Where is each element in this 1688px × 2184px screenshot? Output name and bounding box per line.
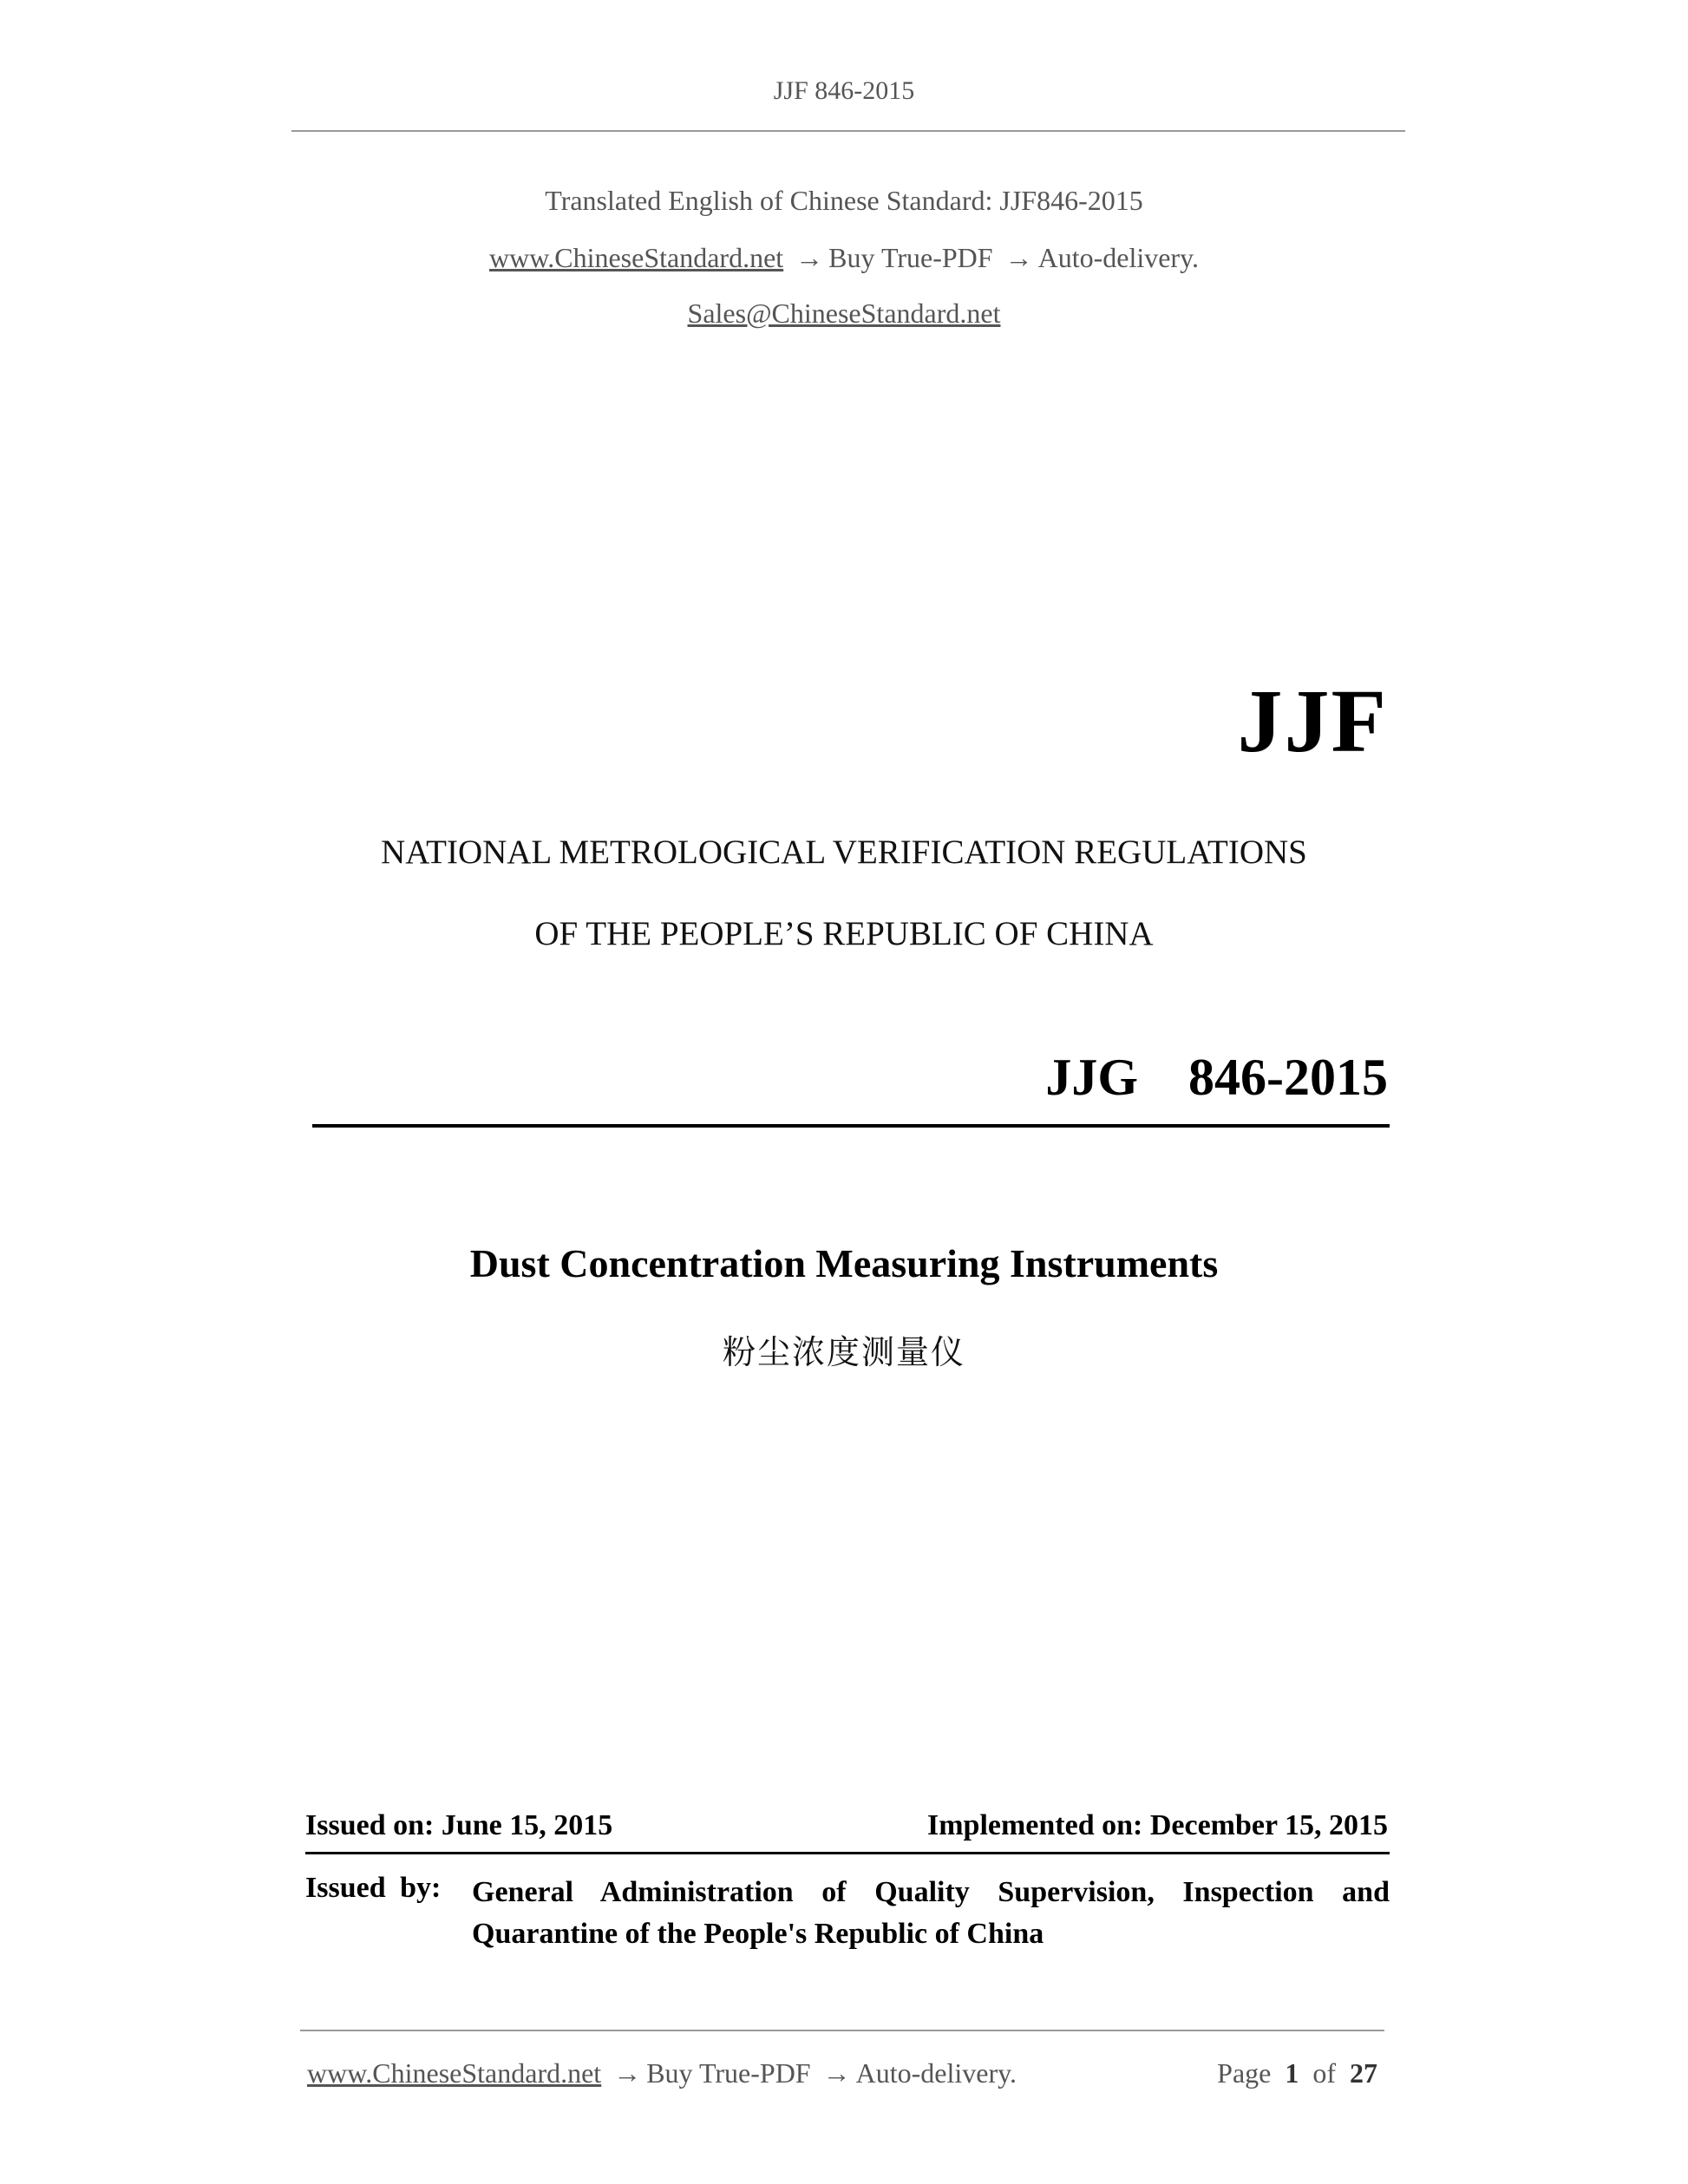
jjf-logo: JJF — [1237, 671, 1388, 771]
email-link[interactable]: Sales@ChineseStandard.net — [687, 298, 1001, 329]
of-label: of — [1312, 2057, 1336, 2089]
standard-code: JJG 846-2015 — [1045, 1049, 1388, 1106]
delivery-text: Auto-delivery. — [1037, 242, 1199, 273]
running-header: JJF 846-2015 — [773, 76, 915, 105]
issued-on-date: Issued on: June 15, 2015 — [305, 1809, 613, 1841]
arrow-right-icon: → — [1004, 242, 1033, 273]
site-link[interactable]: www.ChineseStandard.net — [488, 242, 784, 273]
page-number: 1 — [1285, 2057, 1299, 2089]
email-notice — [0, 298, 1688, 330]
buy-text: Buy True-PDF — [828, 242, 993, 273]
issuing-organization-line1: General Administration of Quality Supervision, Inspection and — [472, 1876, 1390, 1908]
document-title-english: Dust Concentration Measuring Instruments — [469, 1241, 1219, 1285]
standard-code-divider — [312, 1124, 1390, 1128]
header-divider — [291, 130, 1405, 132]
page-total: 27 — [1350, 2057, 1377, 2089]
footer-delivery-text: Auto-delivery. — [855, 2057, 1017, 2089]
purchase-notice — [0, 242, 1688, 274]
footer-divider — [300, 2030, 1384, 2031]
implemented-on-date: Implemented on: December 15, 2015 — [926, 1809, 1388, 1841]
footer-purchase-notice — [307, 2057, 1017, 2089]
regulation-title-line1: NATIONAL METROLOGICAL VERIFICATION REGULATIONS — [381, 834, 1307, 871]
issued-by-label: Issued by: — [305, 1872, 442, 1904]
arrow-right-icon: → — [613, 2057, 642, 2089]
translation-notice: Translated English of Chinese Standard: JJF846-2015 — [545, 185, 1143, 216]
arrow-right-icon: → — [795, 242, 824, 273]
document-title-chinese: 粉尘浓度测量仪 — [722, 1333, 965, 1371]
regulation-title-line2: OF THE PEOPLE’S REPUBLIC OF CHINA — [534, 915, 1154, 952]
issue-divider — [305, 1852, 1390, 1854]
arrow-right-icon: → — [822, 2057, 851, 2089]
footer-buy-text: Buy True-PDF — [646, 2057, 811, 2089]
issuing-organization — [472, 1872, 1390, 1955]
page-indicator — [1217, 2057, 1377, 2089]
footer-site-link[interactable]: www.ChineseStandard.net — [307, 2057, 602, 2089]
page-label: Page — [1217, 2057, 1272, 2089]
issuing-organization-line2: Quarantine of the People's Republic of China — [472, 1918, 1044, 1950]
